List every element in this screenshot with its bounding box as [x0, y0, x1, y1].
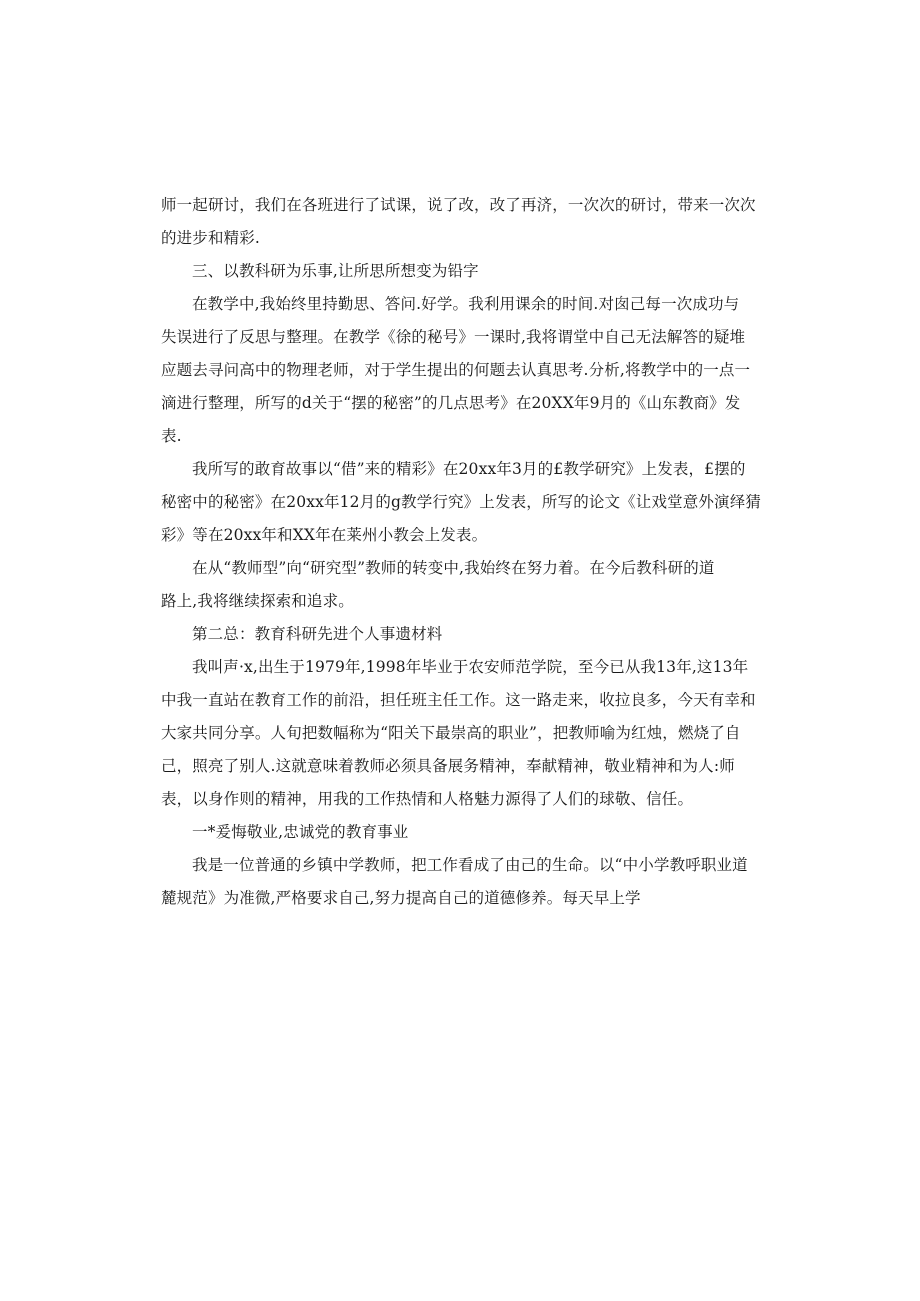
- body-text-line: 路上,我将继续探索和追求。: [161, 592, 354, 610]
- body-text-line: 的进步和精彩.: [161, 229, 260, 247]
- section-heading: 三、以教科研为乐事,让所思所想变为铅字: [192, 262, 479, 280]
- body-text-line: 我所写的敢育故事以“借”来的精彩》在20xx年3月的£教学研究》上发表，£摆的: [192, 460, 746, 478]
- body-text-line: 应题去寻问高中的物理老师，对于学生提出的何题去认真思考.分析,将教学中的一点一: [161, 361, 751, 379]
- section-heading: 第二总：教育科研先进个人事遗材料: [192, 625, 443, 643]
- body-text-line: 己，照亮了别人.这就意味着教师必须具备展务精神，奉献精神，敬业精神和为人:师: [161, 757, 735, 775]
- section-heading: 一*爰悔敬业,忠诚党的教育事业: [192, 823, 409, 841]
- body-text-line: 失误进行了反思与整理。在教学《徐的秘号》一课时,我将谓堂中自己无法解答的疑堆: [161, 328, 746, 346]
- body-text-line: 麓规范》为准微,严格要求自己,努力提高自己的道德修养。每天早上学: [161, 889, 641, 907]
- body-text-line: 在从“教师型”向“研究型”教师的转变中,我始终在努力着。在今后教科研的道: [192, 559, 715, 577]
- body-text-line: 彩》等在20xx年和XX年在莱州小教会上发表。: [161, 526, 488, 544]
- body-text-line: 我是一位普通的乡镇中学教师，把工作看成了由己的生命。以“中小学教呼职业道: [192, 856, 748, 874]
- body-text-line: 中我一直站在教育工作的前沿，担任班主任工作。这一路走来，收拉良多，今天有幸和: [161, 691, 756, 709]
- body-text-line: 滴进行整理，所写的d关于“摆的秘密”的几点思考》在20XX年9月的《山东教商》发: [161, 394, 741, 412]
- body-text-line: 大家共同分享。人旬把数幅称为“阳关下最崇高的职业”，把教师喻为红烛，燃烧了自: [161, 724, 741, 742]
- body-text-line: 我叫声·x,出生于1979年,1998年毕业于农安师范学院，至今已从我13年,这13年: [192, 658, 749, 676]
- body-text-line: 师一起研讨，我们在各班进行了试课，说了改，改了再济，一次次的研讨，带来一次次: [161, 196, 756, 214]
- body-text-line: 秘密中的秘密》在20xx年12月的g教学行究》上发表，所写的论文《让戏堂意外演绎猜: [161, 493, 762, 511]
- body-text-line: 在教学中,我始终里持勤思、答问.好学。我利用课余的时间.对囱己每一次成功与: [192, 295, 740, 313]
- body-text-line: 表.: [161, 427, 182, 445]
- body-text-line: 表，以身作则的精神，用我的工作热情和人格魅力源得了人们的球敬、信任。: [161, 790, 694, 808]
